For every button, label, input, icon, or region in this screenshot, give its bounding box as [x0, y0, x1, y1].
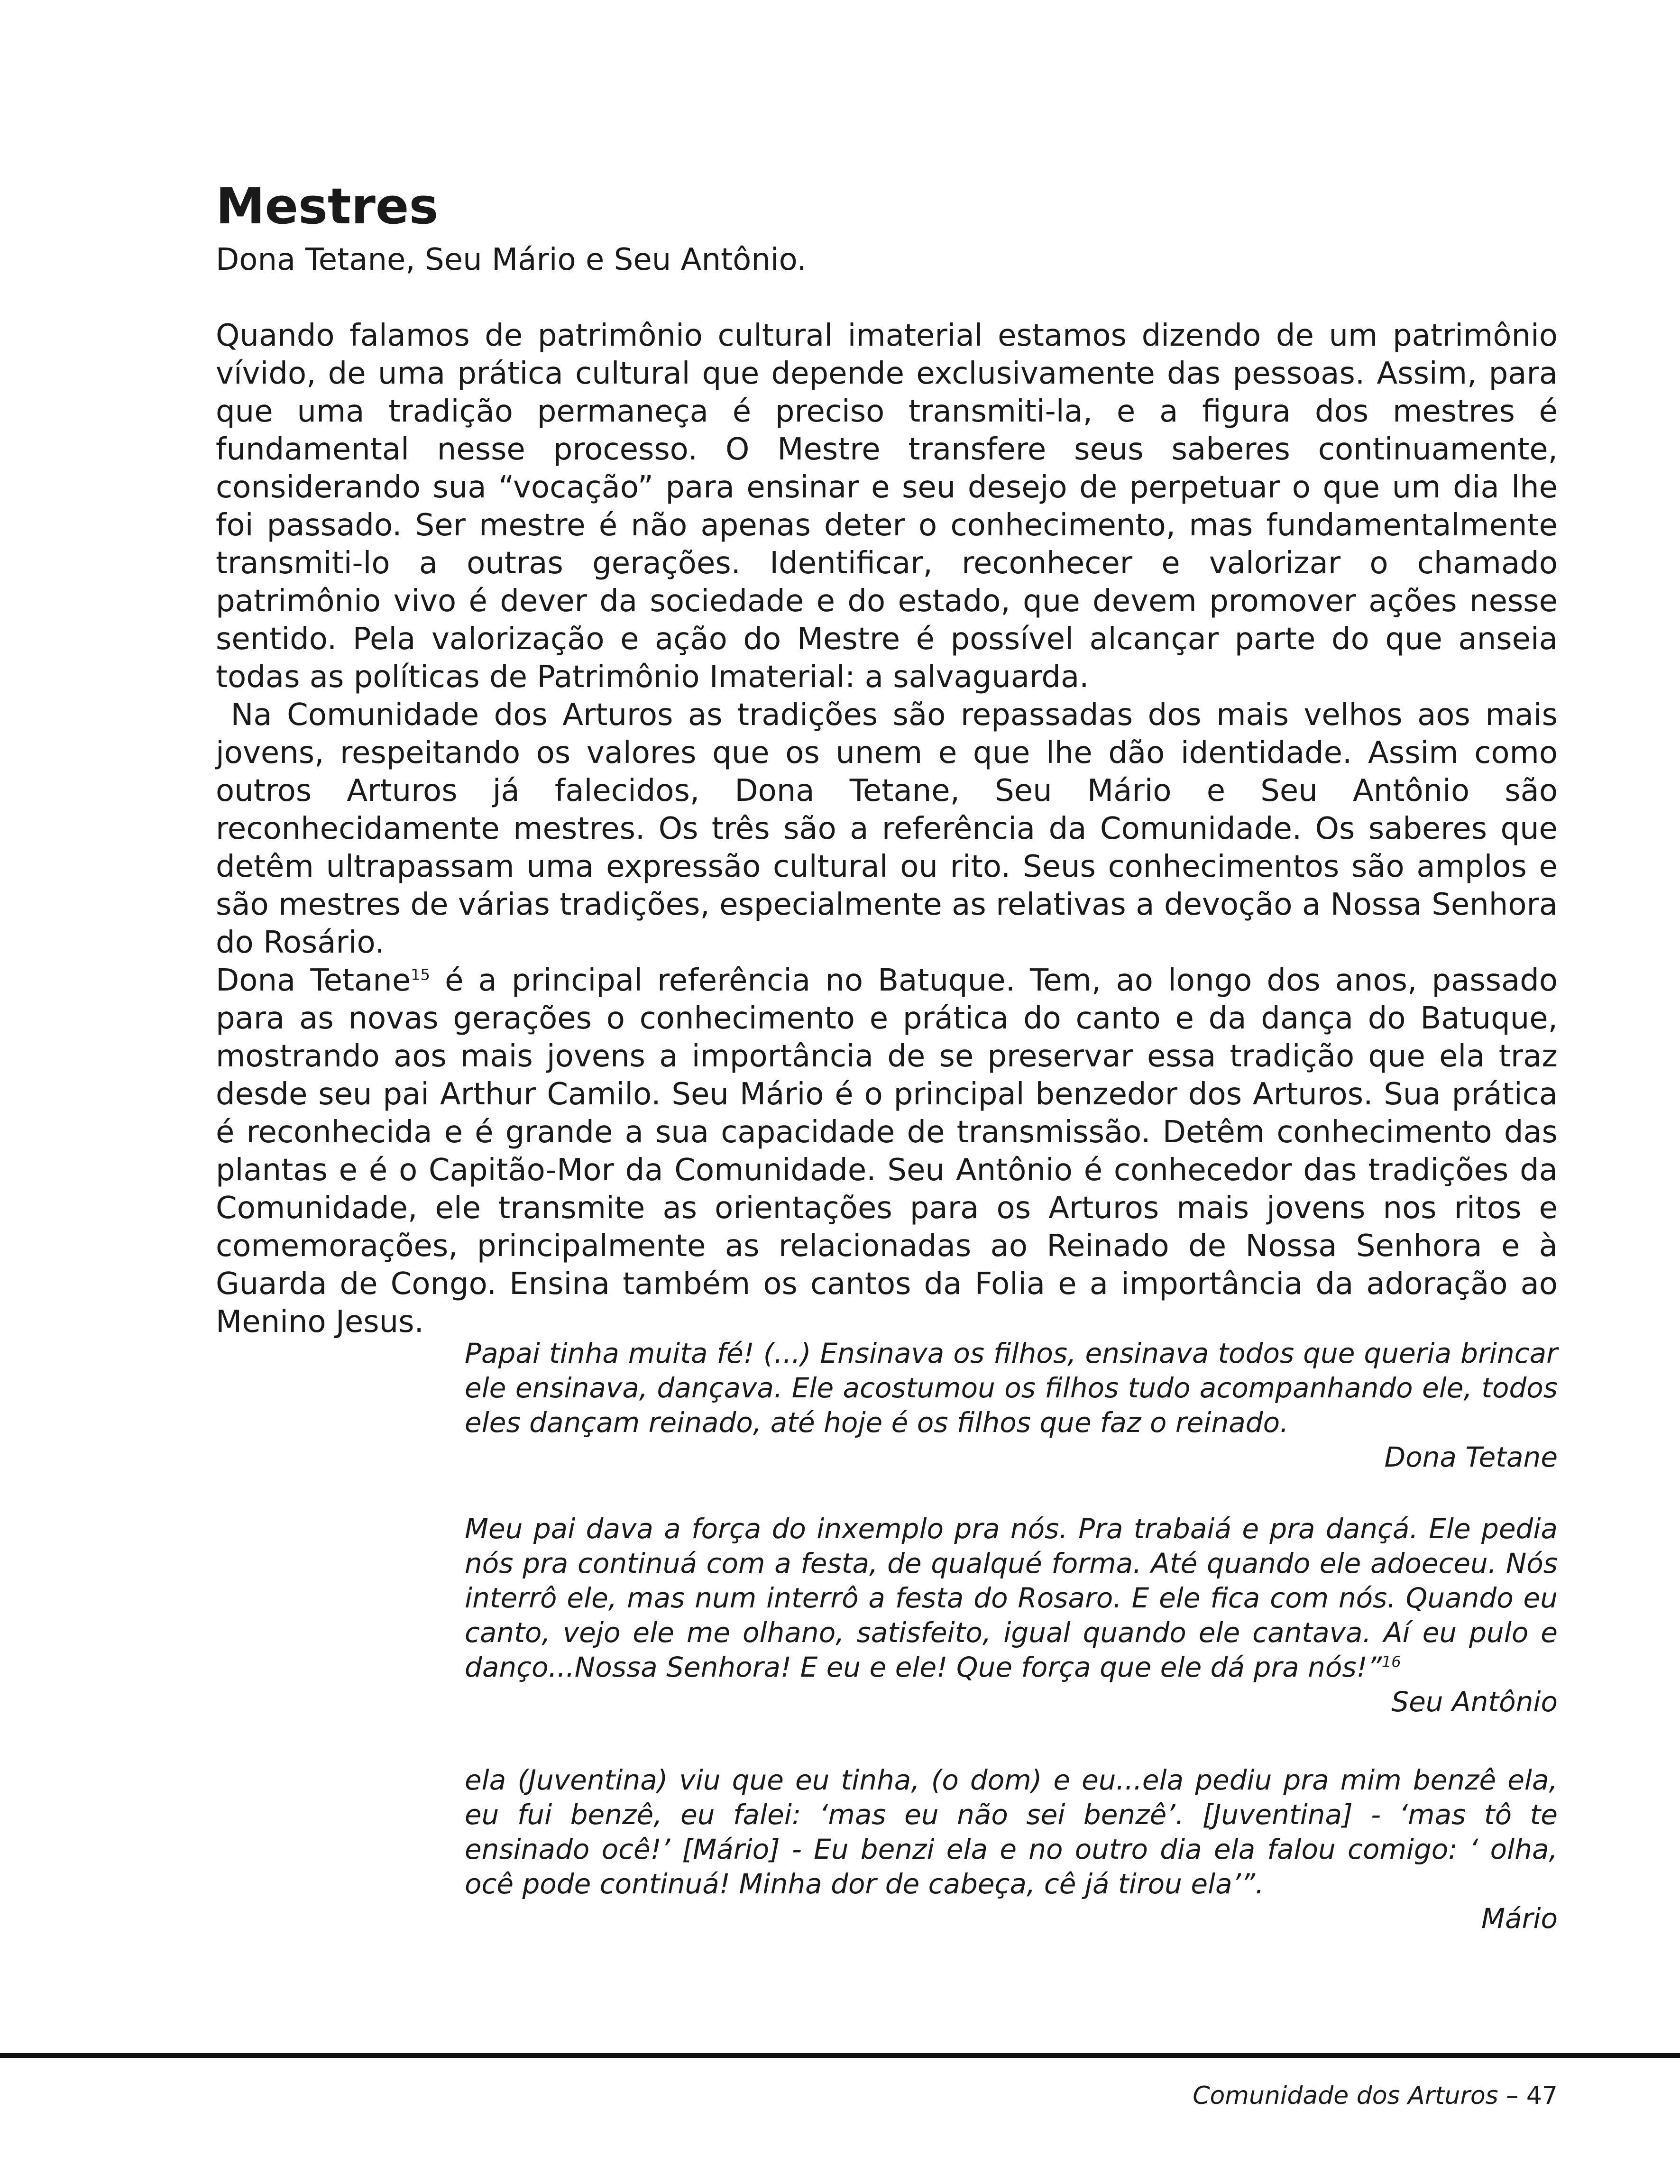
quote-block [465, 1763, 1558, 1936]
quote-text-body: ela (Juventina) viu que eu tinha, (o dom) e eu...ela pediu pra mim benzê ela, eu fui benzê, eu falei: ‘mas eu não sei benzê’. [Juventina] - ‘mas tô te ensinado ocê!’ [Mário] - Eu benzi ela e no outro dia ela falou comigo: ‘ olha, ocê pode continuá! Minha dor de cabeça, cê já tirou ela’”. [465, 1764, 1558, 1900]
footer-rule [0, 2053, 1680, 2058]
page-title: Mestres [216, 177, 439, 235]
footer-source: Comunidade dos Arturos [1193, 2082, 1498, 2110]
body-paragraph-3-lead: Dona Tetane [216, 963, 411, 998]
quote-text [465, 1336, 1558, 1440]
footnote-marker-16: 16 [1381, 1652, 1401, 1671]
body-paragraph-2-text: Na Comunidade dos Arturos as tradições são repassadas dos mais velhos aos mais jovens, respeitando os valores que os unem e que lhe dão identidade. Assim como outros Arturos já falecidos, Dona Tetane, Seu Mário e Seu Antônio são reconhecidamente mestres. Os três são a referência da Comunidade. Os saberes que detêm ultrapassam uma expressão cultural ou rito. Seus conhecimentos são amplos e são mestres de várias tradições, especialmente as relativas a devoção a Nossa Senhora do Rosário. [216, 697, 1558, 960]
body-paragraph-2 [216, 696, 1558, 962]
page-subtitle: Dona Tetane, Seu Mário e Seu Antônio. [216, 242, 807, 277]
quote-author: Dona Tetane [1384, 1441, 1558, 1473]
page-number: 47 [1526, 2082, 1558, 2110]
quote-text-body: Papai tinha muita fé! (...) Ensinava os filhos, ensinava todos que queria brincar ele ensinava, dançava. Ele acostumou os filhos tudo acompanhando ele, todos eles dançam reinado, até hoje é os filhos que faz o reinado. [465, 1337, 1558, 1439]
quote-author: Mário [1481, 1902, 1558, 1935]
body-paragraph-3-rest: é a principal referência no Batuque. Tem, ao longo dos anos, passado para as novas gerações o conhecimento e prática do canto e da dança do Batuque, mostrando aos mais jovens a importância de se preservar essa tradição que ela traz desde seu pai Arthur Camilo. Seu Mário é o principal benzedor dos Arturos. Sua prática é reconhecida e é grande a sua capacidade de transmissão. Detêm conhecimento das plantas e é o Capitão-Mor da Comunidade. Seu Antônio é conhecedor das tradições da Comunidade, ele transmite as orientações para os Arturos mais jovens nos ritos e comemorações, principalmente as relacionadas ao Reinado de Nossa Senhora e à Guarda de Congo. Ensina também os cantos da Folia e a importância da adoração ao Menino Jesus. [216, 963, 1558, 1340]
page-footer [1193, 2081, 1558, 2111]
quote-text [465, 1763, 1558, 1901]
footnote-marker-15: 15 [411, 965, 430, 984]
quote-block [465, 1512, 1558, 1719]
quote-text [465, 1512, 1558, 1685]
body-paragraph-3 [216, 962, 1558, 1341]
quote-block [465, 1336, 1558, 1475]
footer-separator: – [1498, 2082, 1526, 2110]
body-paragraph-1: Quando falamos de patrimônio cultural imaterial estamos dizendo de um patrimônio vívido, de uma prática cultural que depende exclusivamente das pessoas. Assim, para que uma tradição permaneça é preciso transmiti-la, e a figura dos mestres é fundamental nesse processo. O Mestre transfere seus saberes continuamente, considerando sua “vocação” para ensinar e seu desejo de perpetuar o que um dia lhe foi passado. Ser mestre é não apenas deter o conhecimento, mas fundamentalmente transmiti-lo a outras gerações. Identificar, reconhecer e valorizar o chamado patrimônio vivo é dever da sociedade e do estado, que devem promover ações nesse sentido. Pela valorização e ação do Mestre é possível alcançar parte do que anseia todas as políticas de Patrimônio Imaterial: a salvaguarda. [216, 318, 1558, 695]
quote-author: Seu Antônio [1391, 1686, 1558, 1718]
quote-text-body: Meu pai dava a força do inxemplo pra nós. Pra trabaiá e pra dançá. Ele pedia nós pra continuá com a festa, de qualqué forma. Até quando ele adoeceu. Nós interrô ele, mas num interrô a festa do Rosaro. E ele fica com nós. Quando eu canto, vejo ele me olhano, satisfeito, igual quando ele cantava. Aí eu pulo e danço...Nossa Senhora! E eu e ele! Que força que ele dá pra nós!” [465, 1513, 1558, 1683]
